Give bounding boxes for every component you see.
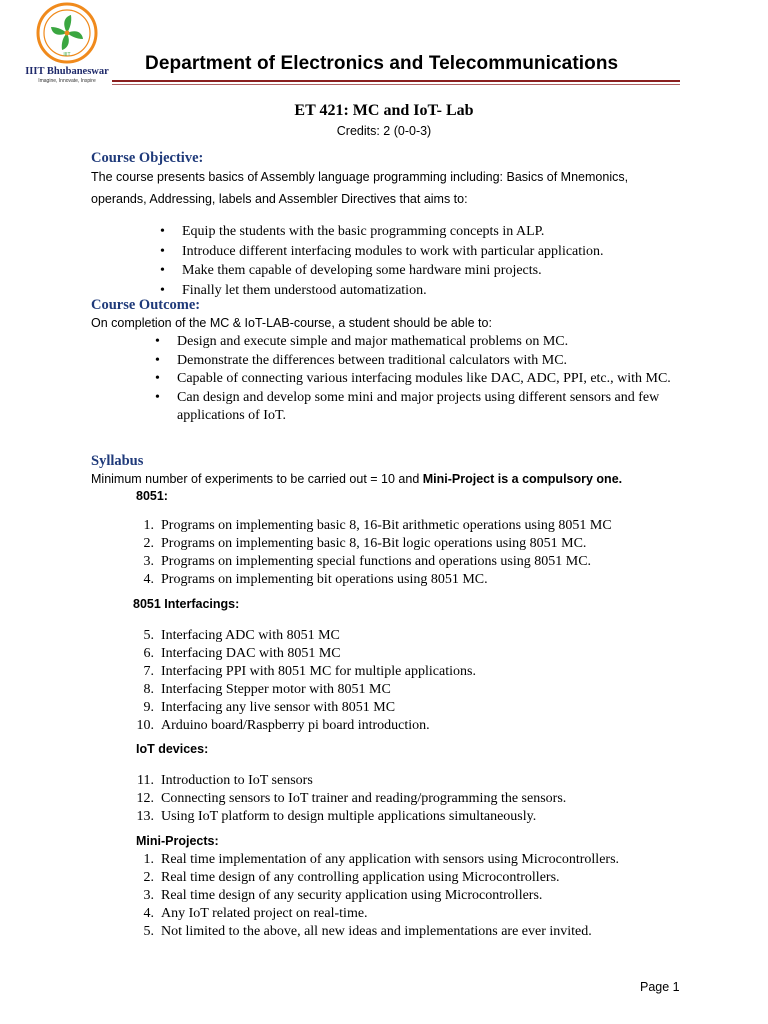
list-item: 2. Programs on implementing basic 8, 16-Bit logic operations using 8051 MC. <box>143 536 587 551</box>
page-number: Page 1 <box>640 980 680 994</box>
outcome-list <box>155 333 680 426</box>
list-item: • Introduce different interfacing modules to work with particular application. <box>160 242 604 262</box>
section-8051-list <box>134 517 612 589</box>
list-item: 10. Arduino board/Raspberry pi board introduction. <box>136 718 430 733</box>
syllabus-intro <box>91 470 691 488</box>
list-item: • Demonstrate the differences between traditional calculators with MC. <box>155 352 680 371</box>
list-item: 4. Any IoT related project on real-time. <box>143 906 368 921</box>
section-mini-projects-list <box>134 851 619 941</box>
list-item: 3. Programs on implementing special functions and operations using 8051 MC. <box>143 554 592 569</box>
list-item: 1. Programs on implementing basic 8, 16-Bit arithmetic operations using 8051 MC <box>143 518 612 533</box>
department-title: Department of Electronics and Telecommunications <box>145 53 619 74</box>
list-item: 11. Introduction to IoT sensors <box>137 773 313 788</box>
list-item: 2. Real time design of any controlling application using Microcontrollers. <box>143 870 560 885</box>
logo-name: IIIT Bhubaneswar <box>25 66 109 77</box>
section-mini-projects-title: Mini-Projects: <box>136 834 219 848</box>
objective-list <box>160 222 604 300</box>
list-item: 4. Programs on implementing bit operations using 8051 MC. <box>143 572 488 587</box>
header-divider <box>112 80 680 86</box>
list-item: 9. Interfacing any live sensor with 8051 MC <box>143 700 396 715</box>
list-item: 3. Real time design of any security application using Microcontrollers. <box>143 888 543 903</box>
list-item: • Equip the students with the basic programming concepts in ALP. <box>160 222 604 242</box>
list-item: 5. Not limited to the above, all new ideas and implementations are ever invited. <box>143 924 592 939</box>
list-item: • Finally let them understood automatization. <box>160 281 604 301</box>
course-objective-intro: The course presents basics of Assembly language programming including: Basics of Mnemonics, operands, Addressing, labels and Assembler Directives that aims to: <box>91 170 629 206</box>
list-item: 1. Real time implementation of any application with sensors using Microcontrollers. <box>143 852 620 867</box>
list-item: 12. Connecting sensors to IoT trainer and reading/programming the sensors. <box>136 791 567 806</box>
section-interfacing-title: 8051 Interfacings: <box>133 597 240 611</box>
list-item: 6. Interfacing DAC with 8051 MC <box>143 646 341 661</box>
course-outcome-heading: Course Outcome: <box>91 297 201 313</box>
list-item: 7. Interfacing PPI with 8051 MC for multiple applications. <box>143 664 476 679</box>
course-credits: Credits: 2 (0-0-3) <box>336 124 432 138</box>
logo-tagline: Imagine, Innovate, Inspire <box>38 78 96 84</box>
svg-text:IIIT: IIIT <box>63 52 71 58</box>
section-iot-title: IoT devices: <box>136 742 209 756</box>
pinwheel-logo-icon <box>22 2 112 68</box>
list-item: • Make them capable of developing some hardware mini projects. <box>160 261 604 281</box>
list-item: 13. Using IoT platform to design multiple applications simultaneously. <box>136 809 537 824</box>
section-interfacing-list <box>134 627 476 735</box>
list-item: • Capable of connecting various interfacing modules like DAC, ADC, PPI, etc., with MC. <box>155 370 680 389</box>
list-item: • Design and execute simple and major mathematical problems on MC. <box>155 333 680 352</box>
course-title: ET 421: MC and IoT- Lab <box>294 102 474 119</box>
course-outcome-intro: On completion of the MC & IoT-LAB-course, a student should be able to: <box>91 316 492 330</box>
institute-logo <box>22 2 112 90</box>
section-iot-list <box>134 772 566 826</box>
section-8051-title: 8051: <box>136 489 168 503</box>
syllabus-intro-bold: Mini-Project is a compulsory one. <box>422 472 623 486</box>
list-item: • Can design and develop some mini and major projects using different sensors and few applications of IoT. <box>155 389 680 426</box>
list-item: 5. Interfacing ADC with 8051 MC <box>143 628 340 643</box>
syllabus-heading: Syllabus <box>91 453 144 469</box>
syllabus-intro-text: Minimum number of experiments to be carried out = 10 and <box>91 472 423 486</box>
list-item: 8. Interfacing Stepper motor with 8051 MC <box>143 682 391 697</box>
course-objective-heading: Course Objective: <box>91 150 204 166</box>
